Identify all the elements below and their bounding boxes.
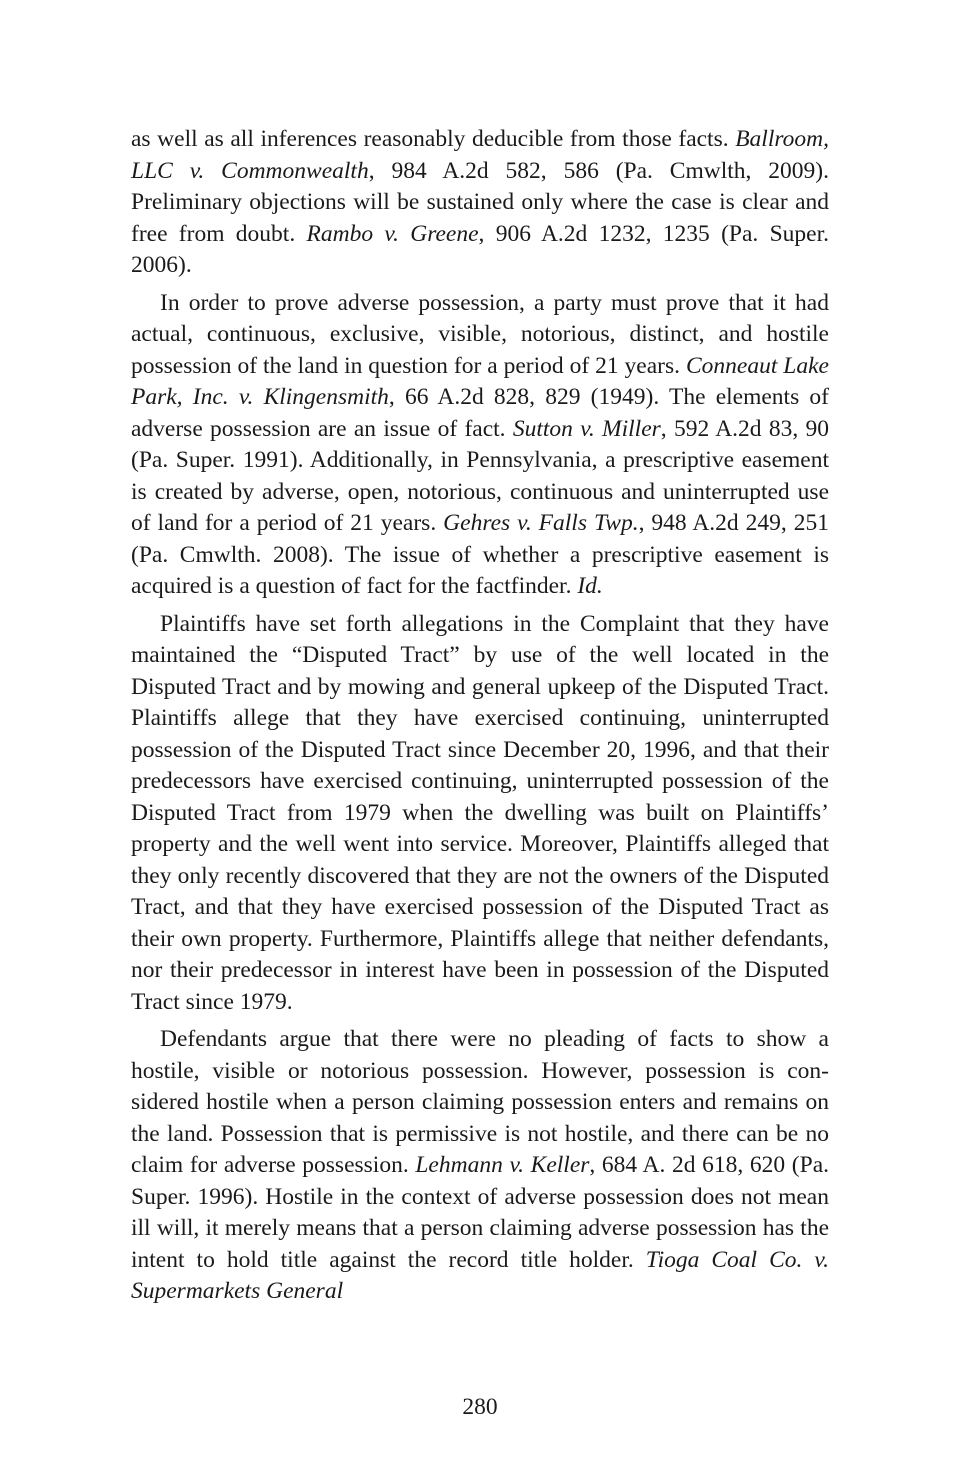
body-text: Plaintiffs have set forth allegations in the Complaint that they have maintained the “Disputed Tract” by use of the well located in the Disputed Tract and by mowing and general upkeep of the Disputed Tract. Plaintiffs allege that they have exercised continuing, uninterrupted possession of the Disputed Tract since December 20, 1996, and that their predecessors have exercised continuing, uninterrupted possession of the Disputed Tract from 1979 when the dwelling was built on Plaintiffs’ property and the well went into service. Moreover, Plaintiffs alleged that they only recently discovered that they are not the owners of the Disputed Tract, and that they have exercised possession of the Disputed Tract as their own property. Furthermore, Plaintiffs allege that neither defendants, nor their predecessor in interest have been in possession of the Disputed Tract since 1979. xyxy=(131,610,829,1015)
body-text: , 684 A. 2d 618, 620 (Pa. Super. 1996). Hostile in the context of adverse possession does not mean ill will, it merely means that a person claiming adverse possession has the intent to hold title against the record title holder. xyxy=(131,1152,829,1273)
case-citation: Id. xyxy=(577,573,603,599)
page-number: 280 xyxy=(462,1394,498,1420)
case-citation: Tioga Coal Co. v. Supermarkets General xyxy=(131,1246,829,1304)
case-citation: Gehres v. Falls Twp. xyxy=(443,510,639,536)
case-citation: Conneaut Lake Park, Inc. v. Klingensmith xyxy=(131,352,829,410)
paragraph-4 xyxy=(131,1024,829,1308)
page-body xyxy=(131,124,829,1308)
body-text: , 906 A.2d 1232, 1235 (Pa. Super. 2006). xyxy=(131,220,829,278)
body-text: Defendants argue that there were no pleading of facts to show a hostile, visible or notorious possession. However, possession is considered hostile when a person claiming possession enters and remains on the land. Possession that is permissive is not hostile, and there can be no claim for adverse possession. xyxy=(131,1026,829,1178)
case-citation: Sutton v. Miller xyxy=(512,415,661,442)
body-text: , 592 A.2d 83, 90 (Pa. Super. 1991). Additionally, in Pennsylvania, a prescriptive easement is created by adverse, open, notorious, continuous and uninterrupted use of land for a period of 21 years. xyxy=(131,415,829,536)
body-text: as well as all inferences reasonably deducible from those facts. xyxy=(131,126,736,152)
body-text: , 66 A.2d 828, 829 (1949). The elements of adverse possession are an issue of fact. xyxy=(131,384,829,442)
case-citation: Ballroom, LLC v. Commonwealth xyxy=(131,126,829,184)
paragraph-1 xyxy=(131,124,829,282)
case-citation: Rambo v. Greene xyxy=(306,220,479,247)
paragraph-3 xyxy=(131,609,829,1019)
case-citation: Lehmann v. Keller xyxy=(415,1152,590,1178)
body-text: , 984 A.2d 582, 586 (Pa. Cmwlth, 2009). Preliminary objections will be sustained only where the case is clear and free from doubt. xyxy=(131,157,830,247)
body-text: In order to prove adverse possession, a party must prove that it had actual, continuous, exclusive, visible, notorious, distinct, and hostile possession of the land in question for a period of 21 years. xyxy=(131,289,829,379)
paragraph-2 xyxy=(131,288,829,603)
body-text: , 948 A.2d 249, 251 (Pa. Cmwlth. 2008). The issue of whether a prescriptive easement is acquired is a question of fact for the factfinder. xyxy=(131,510,829,599)
